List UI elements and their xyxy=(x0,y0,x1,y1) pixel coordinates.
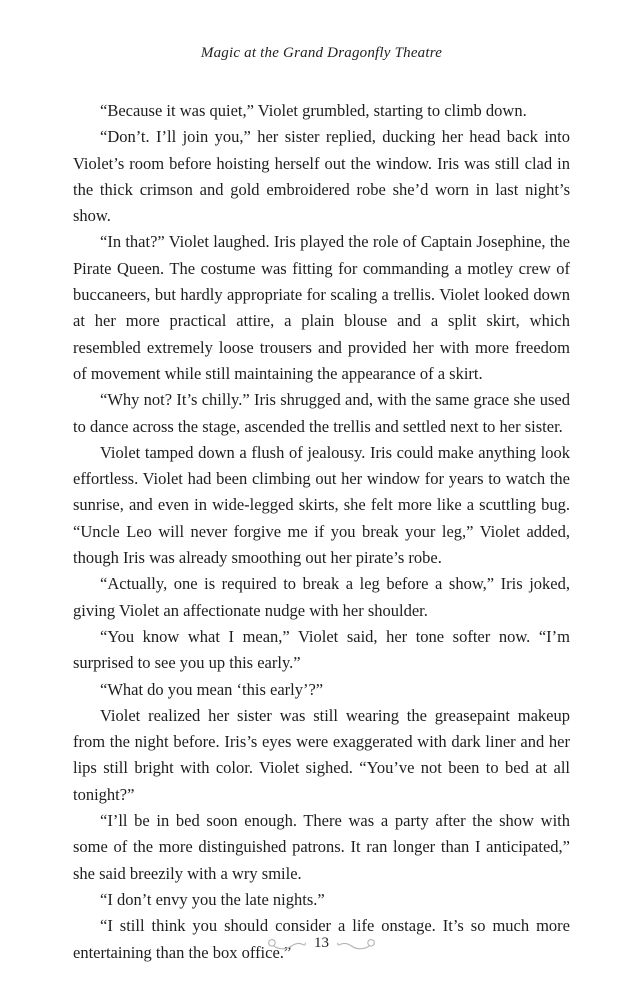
paragraph: “Don’t. I’ll join you,” her sister replied, ducking her head back into Violet’s room before hoisting herself out the window. Iris was still clad in the thick crimson and gold embroidered robe she’d worn in last night’s show. xyxy=(73,127,570,226)
paragraph: “Why not? It’s chilly.” Iris shrugged and, with the same grace she used to dance across the stage, ascended the trellis and settled next to her sister. xyxy=(73,390,570,436)
running-header: Magic at the Grand Dragonfly Theatre xyxy=(200,45,443,61)
paragraph: “Actually, one is required to break a leg before a show,” Iris joked, giving Violet an affectionate nudge with her shoulder. xyxy=(73,574,570,620)
page-footer xyxy=(0,936,643,951)
paragraph: Violet realized her sister was still wearing the greasepaint makeup from the night before. Iris’s eyes were exaggerated with dark liner and her lips still bright with color. Violet sighed. “You’ve not been to bed at all tonight?” xyxy=(73,705,570,804)
flourish-left-icon xyxy=(267,936,307,951)
body-text xyxy=(73,98,570,966)
paragraph: “I’ll be in bed soon enough. There was a party after the show with some of the more distinguished patrons. It ran longer than I anticipated,” she said breezily with a wry smile. xyxy=(73,811,570,883)
paragraph: “In that?” Violet laughed. Iris played the role of Captain Josephine, the Pirate Queen. The costume was fitting for commanding a motley crew of buccaneers, but hardly appropriate for scaling a trellis. Violet looked down at her more practical attire, a plain blouse and a split skirt, which resembled extremely loose trousers and provided her with more freedom of movement while still maintaining the appearance of a skirt. xyxy=(73,232,570,383)
page-number: 13 xyxy=(314,935,329,951)
paragraph: Violet tamped down a flush of jealousy. Iris could make anything look effortless. Violet had been climbing out her window for years to watch the sunrise, and even in wide-legged skirts, she felt more like a scuttling bug. “Uncle Leo will never forgive me if you break your leg,” Violet added, though Iris was already smoothing out her pirate’s robe. xyxy=(73,442,570,568)
paragraph: “What do you mean ‘this early’?” xyxy=(100,679,324,699)
paragraph: “Because it was quiet,” Violet grumbled, starting to climb down. xyxy=(100,101,527,120)
paragraph: “I still think you should consider a life onstage. It’s so much more entertaining than the box office.” xyxy=(73,916,570,962)
paragraph: “I don’t envy you the late nights.” xyxy=(100,889,325,909)
flourish-right-icon xyxy=(336,936,376,951)
paragraph: “You know what I mean,” Violet said, her tone softer now. “I’m surprised to see you up this early.” xyxy=(73,626,570,673)
